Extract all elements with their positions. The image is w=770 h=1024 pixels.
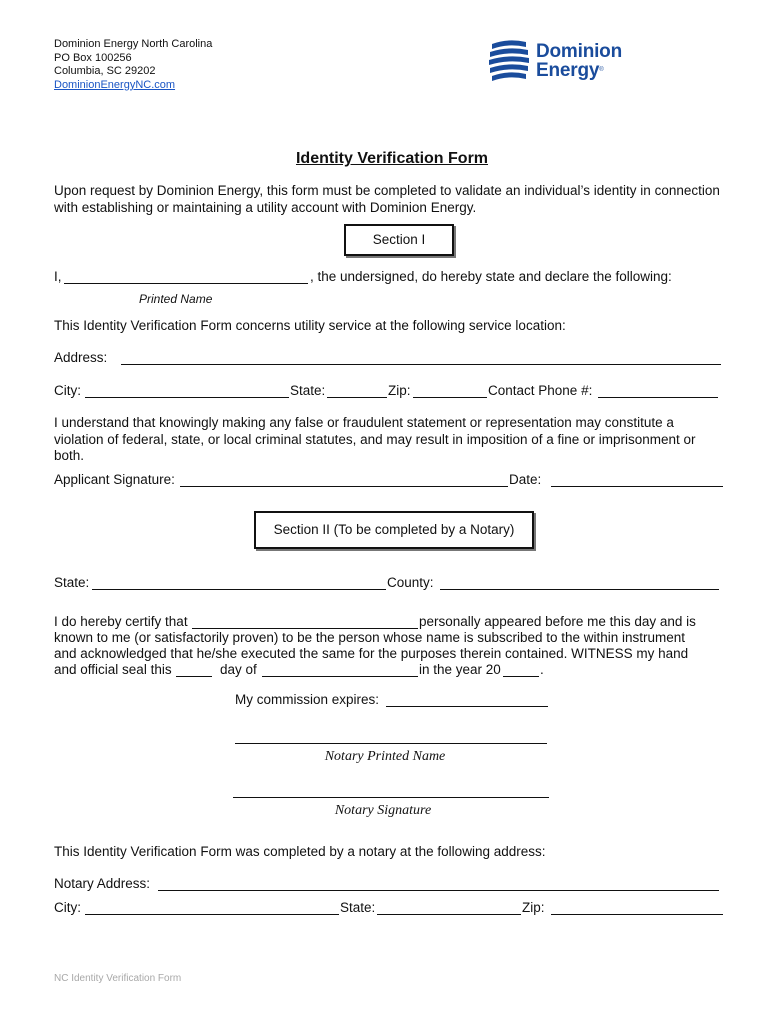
certify-line-3: and acknowledged that he/she executed the same for the purposes therein contained. WITNESS my hand <box>54 646 689 661</box>
certify-prefix: I do hereby certify that <box>54 614 188 629</box>
appeared-person-field[interactable] <box>192 628 418 629</box>
city-field[interactable] <box>85 397 289 398</box>
county-field[interactable] <box>440 589 719 590</box>
notary-address-label: Notary Address: <box>54 876 151 891</box>
day-of-text: day of <box>220 662 257 677</box>
notary-state2-label: State: <box>340 900 376 915</box>
phone-label: Contact Phone #: <box>488 383 593 398</box>
date-label: Date: <box>509 472 542 487</box>
county-label: County: <box>387 575 434 590</box>
notary-printed-name-caption: Notary Printed Name <box>324 749 446 764</box>
applicant-signature-label: Applicant Signature: <box>54 472 175 487</box>
logo-line1: Dominion <box>536 41 622 62</box>
printed-name-field[interactable] <box>64 283 308 284</box>
notary-city-label: City: <box>54 900 81 915</box>
notary-location-text: This Identity Verification Form was completed by a notary at the following address: <box>54 844 546 859</box>
notary-state2-field[interactable] <box>377 914 521 915</box>
form-title: Identity Verification Form <box>295 150 489 167</box>
seal-prefix: and official seal this <box>54 662 172 677</box>
city-label: City: <box>54 383 81 398</box>
notary-city-field[interactable] <box>85 914 339 915</box>
zip-label: Zip: <box>388 383 411 398</box>
notary-signature-caption: Notary Signature <box>334 803 432 818</box>
notary-zip-field[interactable] <box>551 914 723 915</box>
section-2-heading: Section II (To be completed by a Notary) <box>254 511 534 549</box>
phone-field[interactable] <box>598 397 718 398</box>
state-label: State: <box>290 383 326 398</box>
certify-suffix: personally appeared before me this day and is <box>419 614 696 629</box>
year-text: in the year 20 <box>419 662 501 677</box>
i-prefix: I, <box>54 269 62 284</box>
certify-line-2: known to me (or satisfactorily proven) to be the person whose name is subscribed to the within instrument <box>54 630 686 645</box>
notary-address-field[interactable] <box>158 890 719 891</box>
seal-year-field[interactable] <box>503 676 539 677</box>
notary-zip-label: Zip: <box>522 900 545 915</box>
false-statement-warning: I understand that knowingly making any false or fraudulent statement or representation may constitute a violation of federal, state, or local criminal statutes, and may result in imposition of a fine or imprisonment or both. <box>54 415 696 463</box>
logo-trademark: ® <box>599 67 604 73</box>
commission-expires-field[interactable] <box>386 706 548 707</box>
declare-text: , the undersigned, do hereby state and declare the following: <box>310 269 672 284</box>
notary-signature-field[interactable] <box>233 797 549 798</box>
state-field[interactable] <box>327 397 387 398</box>
page-footer: NC Identity Verification Form <box>54 973 182 984</box>
sender-address <box>54 38 212 92</box>
intro-text: Upon request by Dominion Energy, this form must be completed to validate an individual’s identity in connection with establishing or maintaining a utility account with Dominion Energy. <box>54 183 720 215</box>
company-name: Dominion Energy North Carolina <box>54 38 213 50</box>
notary-state-label: State: <box>54 575 90 590</box>
dominion-wave-icon <box>488 38 530 86</box>
printed-name-caption: Printed Name <box>139 292 213 306</box>
date-field[interactable] <box>551 486 723 487</box>
service-location-text: This Identity Verification Form concerns utility service at the following service location: <box>54 318 566 333</box>
notary-printed-name-field[interactable] <box>235 743 547 744</box>
address-label: Address: <box>54 350 108 365</box>
seal-month-field[interactable] <box>262 676 418 677</box>
address-field[interactable] <box>121 364 721 365</box>
website-link[interactable]: DominionEnergyNC.com <box>54 78 176 91</box>
commission-expires-label: My commission expires: <box>235 692 380 707</box>
section-1-heading: Section I <box>344 224 454 256</box>
applicant-signature-field[interactable] <box>180 486 508 487</box>
city-line: Columbia, SC 29202 <box>54 65 156 77</box>
dominion-energy-logo <box>488 38 638 88</box>
zip-field[interactable] <box>413 397 487 398</box>
logo-line2: Energy <box>536 60 600 81</box>
period-text: . <box>540 662 544 677</box>
po-box: PO Box 100256 <box>54 51 132 64</box>
notary-state-field[interactable] <box>92 589 386 590</box>
seal-day-field[interactable] <box>176 676 212 677</box>
